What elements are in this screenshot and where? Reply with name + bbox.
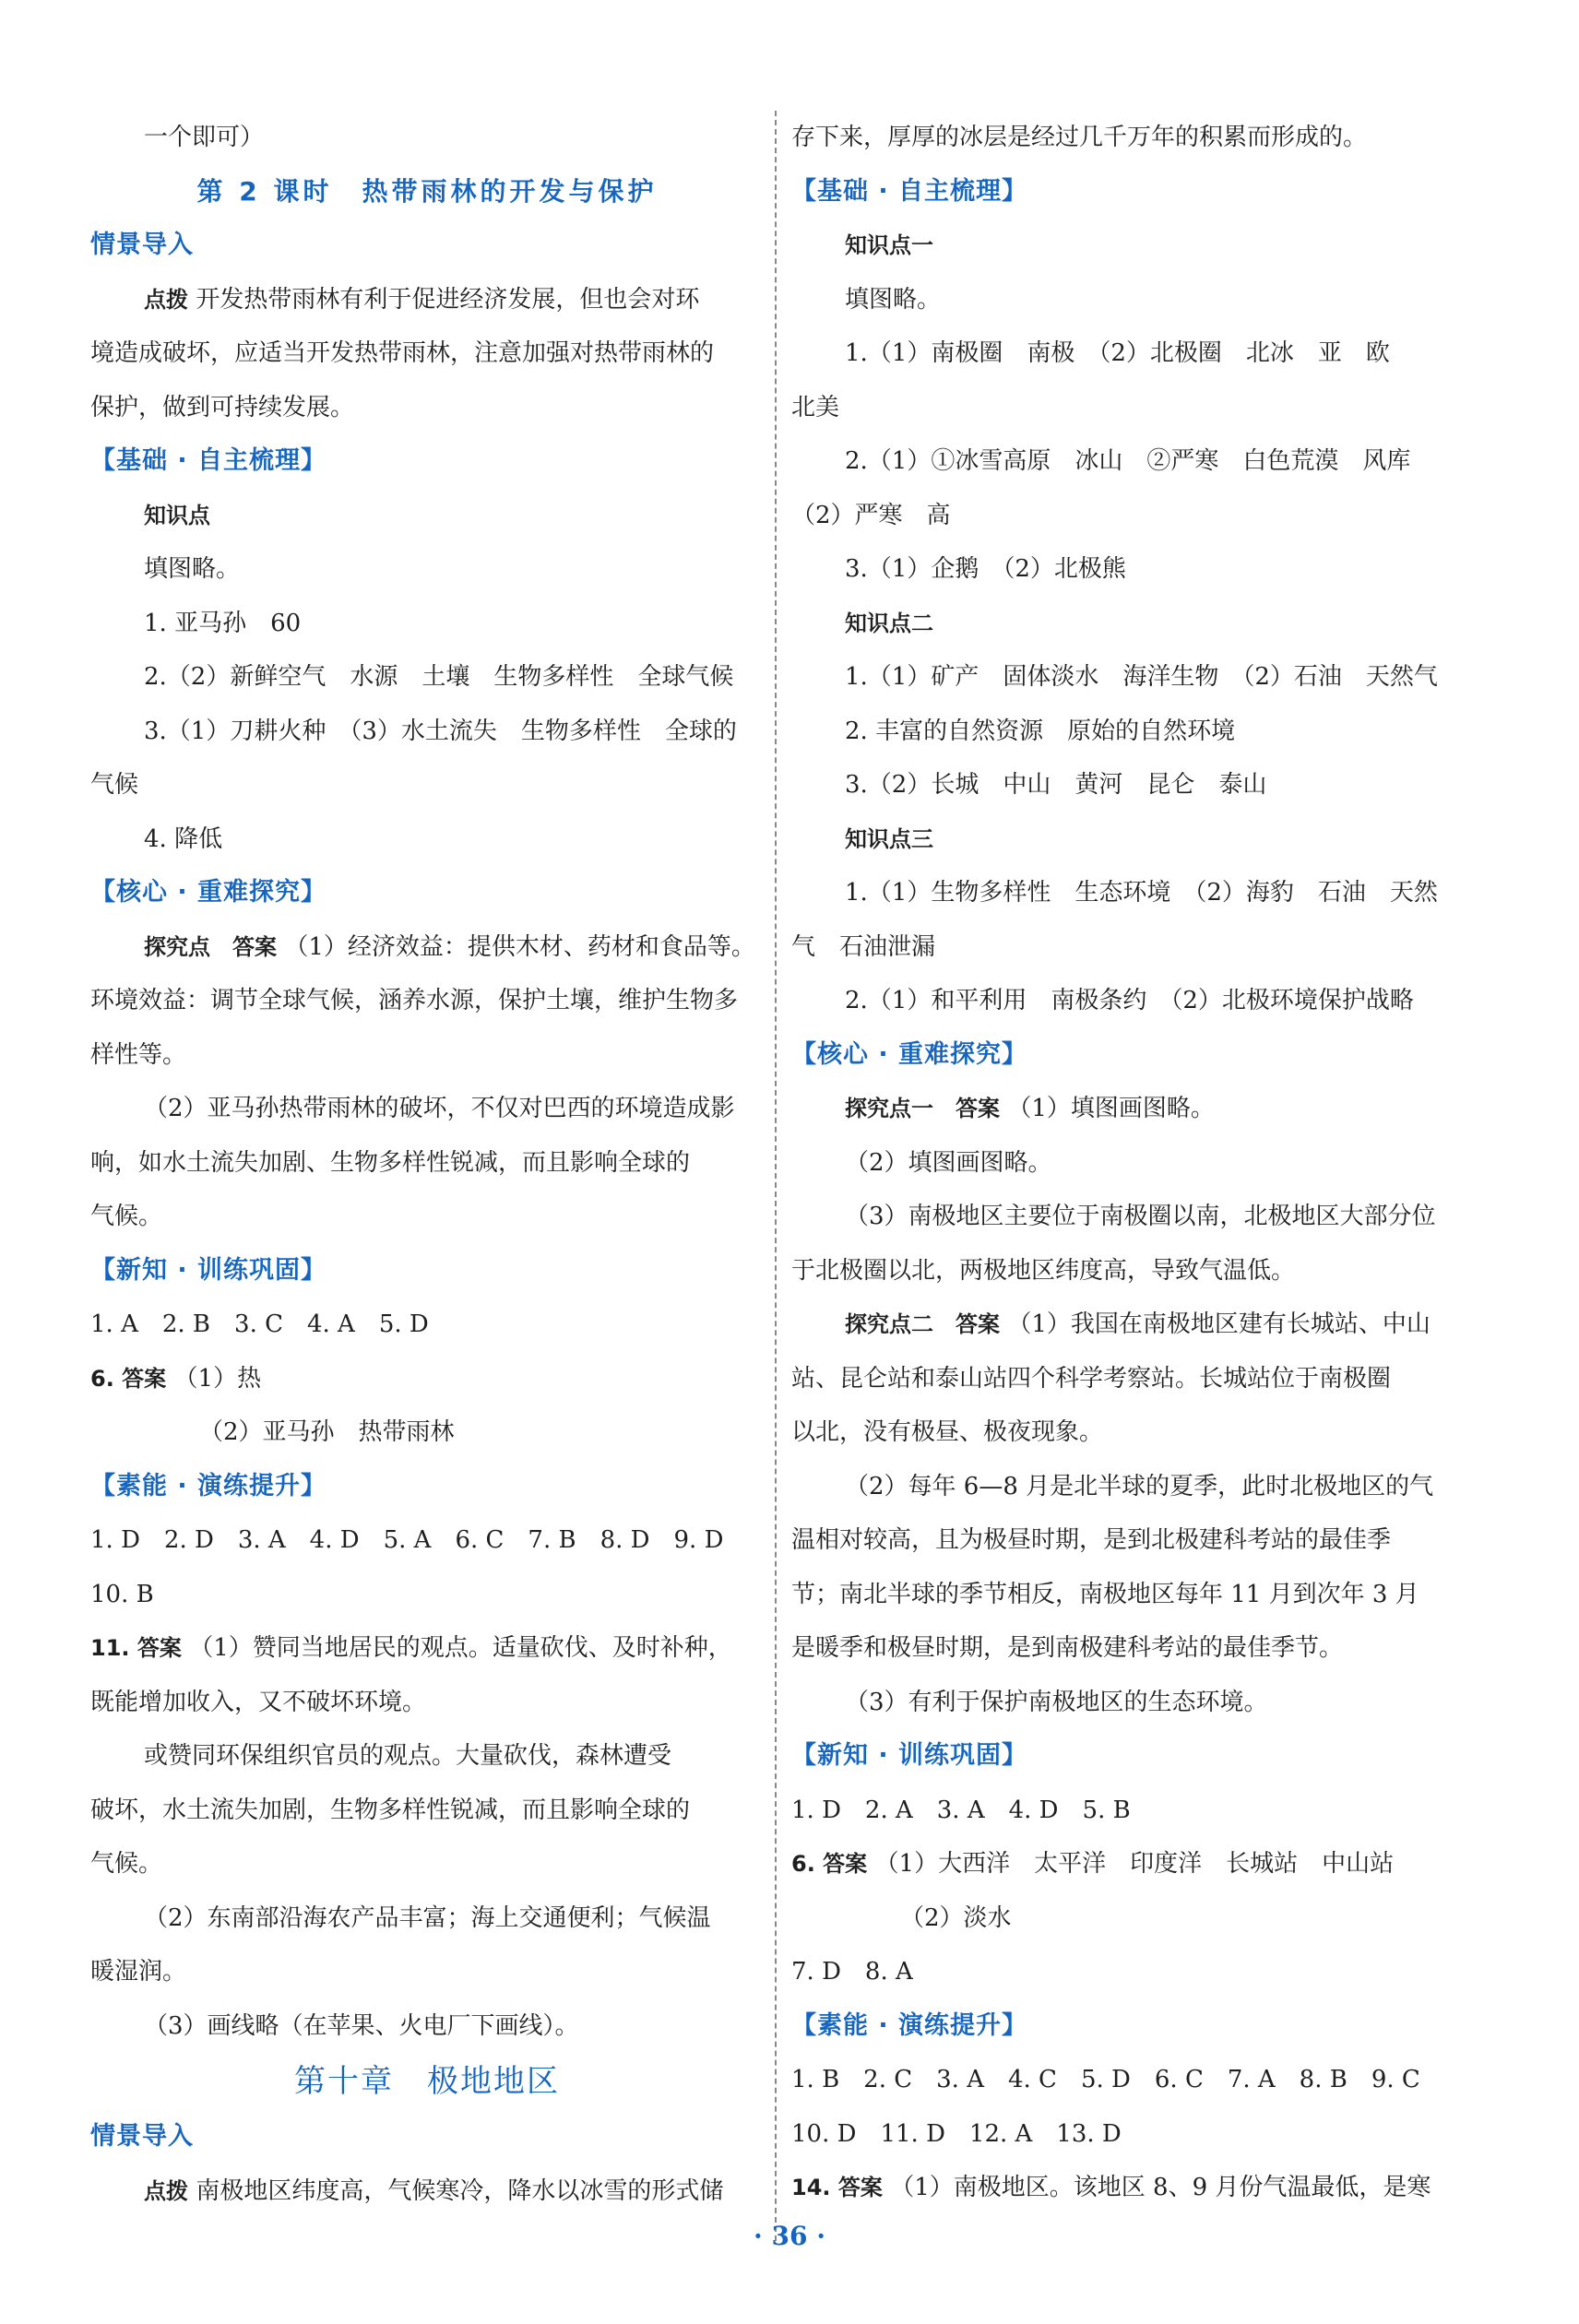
text-line (791, 1244, 1465, 1298)
line-text: 2.（1）和平利用 南极条约 （2）北极环境保护战略 (845, 987, 1414, 1014)
line-text: 1. D 2. A 3. A 4. D 5. B (791, 1796, 1131, 1824)
text-line (90, 1891, 764, 1946)
line-text: 破坏，水土流失加剧，生物多样性锐减，而且影响全球的 (90, 1796, 691, 1824)
text-line (791, 1460, 1465, 1514)
text-line (791, 1676, 1465, 1730)
line-text: 3.（1）企鹅 （2）北极熊 (845, 555, 1126, 583)
line-text: 【基础 · 自主梳理】 (90, 446, 327, 475)
line-text: 2.（1）①冰雪高原 冰山 ②严寒 白色荒漠 风库 (845, 447, 1411, 475)
text-line (791, 758, 1465, 812)
text-line (90, 1405, 764, 1460)
line-text: （1）经济效益：提供木材、药材和食品等。 (284, 932, 755, 961)
section-heading (791, 165, 1465, 219)
section-heading (90, 1244, 764, 1298)
text-line (791, 489, 1465, 543)
text-line (90, 1676, 764, 1730)
section-heading (791, 1999, 1465, 2054)
line-text: 响，如水土流失加剧、生物多样性锐减，而且影响全球的 (90, 1148, 691, 1177)
answer-marker: 14. 答案 (791, 2175, 891, 2200)
text-line (791, 1945, 1465, 1999)
text-line (90, 1784, 764, 1838)
line-text: 1.（1）南极圈 南极 （2）北极圈 北冰 亚 欧 (845, 339, 1390, 367)
text-line (791, 1513, 1465, 1568)
knowledge-point-label (90, 489, 764, 543)
line-text: 1. B 2. C 3. A 4. C 5. D 6. C 7. A 8. B 9. C (791, 2066, 1420, 2093)
line-text: （2）填图画图略。 (845, 1148, 1052, 1177)
section-heading (90, 866, 764, 920)
line-text: 知识点 (144, 502, 210, 528)
line-text: （2）淡水 (900, 1903, 1012, 1932)
text-line (791, 1352, 1465, 1406)
text-line (90, 1028, 764, 1083)
text-line (791, 2161, 1465, 2215)
text-line (791, 1621, 1465, 1676)
section-heading (90, 219, 764, 273)
line-text: 1. D 2. D 3. A 4. D 5. A 6. C 7. B 8. D 9. D (90, 1526, 724, 1554)
text-line (90, 650, 764, 705)
text-line (90, 1568, 764, 1622)
line-text: 站、昆仑站和泰山站四个科学考察站。长城站位于南极圈 (791, 1364, 1392, 1393)
text-line (90, 326, 764, 381)
text-line (90, 1136, 764, 1191)
line-text: 第 2 课时 热带雨林的开发与保护 (196, 175, 658, 207)
text-line (90, 758, 764, 812)
text-line (791, 650, 1465, 705)
text-line (791, 381, 1465, 435)
line-text: 【核心 · 重难探究】 (791, 1039, 1028, 1069)
line-text: 【素能 · 演练提升】 (791, 2010, 1028, 2040)
line-text: 南极地区纬度高，气候寒冷，降水以冰雪的形式储 (196, 2176, 724, 2205)
line-text: （2）亚马孙热带雨林的破坏，不仅对巴西的环境造成影 (144, 1095, 735, 1122)
chapter-title (90, 2053, 764, 2110)
line-text: 境造成破坏，应适当开发热带雨林，注意加强对热带雨林的 (90, 339, 715, 367)
text-line (791, 920, 1465, 975)
text-line (90, 705, 764, 759)
line-text: 以北，没有极昼、极夜现象。 (791, 1418, 1104, 1446)
line-text: （2）每年 6—8 月是北半球的夏季，此时北极地区的气 (845, 1472, 1434, 1500)
line-text: 3.（2）长城 中山 黄河 昆仑 泰山 (845, 771, 1267, 799)
line-text: （1）大西洋 太平洋 印度洋 长城站 中山站 (874, 1850, 1395, 1878)
line-text: 气候。 (90, 1203, 163, 1230)
line-text: 知识点三 (845, 825, 933, 852)
text-line (90, 1190, 764, 1244)
text-line (791, 1298, 1465, 1352)
knowledge-point-label (791, 597, 1465, 651)
text-line (791, 1891, 1465, 1946)
text-line (791, 705, 1465, 759)
line-text: 【核心 · 重难探究】 (90, 878, 327, 907)
text-line (90, 273, 764, 327)
line-text: 或赞同环保组织官员的观点。大量砍伐，森林遭受 (144, 1742, 672, 1770)
line-text: 温相对较高，且为极昼时期，是到北极建科考站的最佳季 (791, 1526, 1392, 1554)
left-column (90, 111, 764, 2218)
text-line (90, 542, 764, 597)
right-column (791, 111, 1465, 2215)
line-text: 【新知 · 训练巩固】 (90, 1255, 327, 1285)
line-text: 既能增加收入，又不破坏环境。 (90, 1688, 427, 1716)
line-text: （3）画线略（在苹果、火电厂下画线）。 (144, 2011, 579, 2040)
line-text: 于北极圈以北，两极地区纬度高，导致气温低。 (791, 1256, 1296, 1285)
line-text: 保护，做到可持续发展。 (90, 393, 355, 421)
text-line (90, 1513, 764, 1568)
text-line (90, 974, 764, 1028)
text-line (90, 597, 764, 651)
text-line (90, 2164, 764, 2219)
section-heading (791, 1729, 1465, 1784)
line-text: （1）填图画图略。 (1007, 1095, 1215, 1122)
text-line (90, 1945, 764, 1999)
line-text: 填图略。 (144, 555, 241, 583)
text-line (90, 1082, 764, 1136)
text-line (791, 273, 1465, 327)
line-text: 情景导入 (90, 2122, 194, 2151)
line-text: 10. B (90, 1580, 154, 1608)
text-line (791, 866, 1465, 920)
text-line (791, 2107, 1465, 2162)
knowledge-point-label (791, 812, 1465, 867)
text-line (791, 1082, 1465, 1136)
section-heading (90, 2110, 764, 2164)
line-text: 开发热带雨林有利于促进经济发展，但也会对环 (196, 285, 700, 314)
text-line (90, 920, 764, 975)
line-text: 1.（1）矿产 固体淡水 海洋生物 （2）石油 天然气 (845, 663, 1438, 691)
knowledge-point-label (791, 219, 1465, 273)
line-text: 环境效益：调节全球气候，涵养水源，保护土壤，维护生物多 (90, 987, 739, 1014)
line-text: 【新知 · 训练巩固】 (791, 1741, 1028, 1770)
line-text: 7. D 8. A (791, 1958, 913, 1986)
text-line (791, 1405, 1465, 1460)
line-text: 1. A 2. B 3. C 4. A 5. D (90, 1310, 429, 1338)
text-line (90, 812, 764, 867)
line-text: 是暖季和极昼时期，是到南极建科考站的最佳季节。 (791, 1634, 1344, 1662)
section-heading (90, 434, 764, 489)
text-line (791, 1568, 1465, 1622)
text-line (791, 2053, 1465, 2107)
answer-marker: 探究点一 答案 (845, 1096, 1008, 1121)
line-text: 4. 降低 (144, 824, 223, 853)
line-text: 气 石油泄漏 (791, 932, 936, 961)
line-text: 情景导入 (90, 231, 194, 259)
answer-marker: 点拨 (144, 2177, 196, 2204)
text-line (90, 1999, 764, 2054)
text-line (791, 1837, 1465, 1891)
line-text: 【素能 · 演练提升】 (90, 1471, 327, 1500)
line-text: （2）东南部沿海农产品丰富；海上交通便利；气候温 (144, 1903, 711, 1932)
answer-marker: 探究点二 答案 (845, 1311, 1008, 1337)
line-text: （1）南极地区。该地区 8、9 月份气温最低，是寒 (890, 2174, 1431, 2201)
page-number: · 36 · (754, 2221, 825, 2251)
text-line (90, 1298, 764, 1352)
line-text: 知识点二 (845, 610, 933, 636)
section-heading (791, 1028, 1465, 1083)
answer-marker: 点拨 (144, 286, 196, 313)
answer-marker: 探究点 答案 (144, 933, 285, 960)
line-text: 【基础 · 自主梳理】 (791, 176, 1028, 206)
answer-marker: 6. 答案 (90, 1365, 174, 1392)
line-text: 气候 (90, 771, 139, 799)
column-divider (775, 111, 777, 2241)
text-line (791, 434, 1465, 489)
text-line (791, 1190, 1465, 1244)
line-text: （1）赞同当地居民的观点。适量砍伐、及时补种， (189, 1634, 732, 1662)
line-text: （1）热 (173, 1364, 262, 1393)
line-text: 1. 亚马孙 60 (144, 609, 302, 637)
line-text: 气候。 (90, 1850, 163, 1878)
text-line (791, 1136, 1465, 1191)
line-text: 暖湿润。 (90, 1958, 187, 1986)
line-text: （3）南极地区主要位于南极圈以南，北极地区大部分位 (845, 1203, 1436, 1230)
line-text: 3.（1）刀耕火种 （3）水土流失 生物多样性 全球的 (144, 717, 737, 745)
answer-marker: 6. 答案 (791, 1851, 875, 1877)
answer-marker: 11. 答案 (90, 1635, 190, 1661)
line-text: 存下来，厚厚的冰层是经过几千万年的积累而形成的。 (791, 124, 1368, 151)
line-text: 填图略。 (845, 285, 942, 314)
text-line (90, 381, 764, 435)
line-text: 1.（1）生物多样性 生态环境 （2）海豹 石油 天然 (845, 879, 1438, 907)
section-heading (90, 1460, 764, 1514)
text-line (90, 1352, 764, 1406)
line-text: 北美 (791, 393, 840, 421)
line-text: 第十章 极地地区 (294, 2063, 560, 2100)
line-text: （2）严寒 高 (791, 501, 951, 529)
line-text: 10. D 11. D 12. A 13. D (791, 2119, 1122, 2148)
text-line (90, 1621, 764, 1676)
line-text: 一个即可） (144, 124, 265, 151)
text-line (791, 542, 1465, 597)
line-text: 节；南北半球的季节相反，南极地区每年 11 月到次年 3 月 (791, 1580, 1419, 1608)
text-line (791, 974, 1465, 1028)
text-line (90, 1837, 764, 1891)
text-line (90, 111, 764, 165)
line-text: 知识点一 (845, 232, 933, 258)
line-text: （2）亚马孙 热带雨林 (199, 1418, 455, 1446)
line-text: 样性等。 (90, 1040, 187, 1069)
line-text: 2. 丰富的自然资源 原始的自然环境 (845, 717, 1236, 745)
line-text: （3）有利于保护南极地区的生态环境。 (845, 1688, 1268, 1716)
lesson-title (90, 165, 764, 219)
text-line (791, 111, 1465, 165)
text-line (90, 1729, 764, 1784)
line-text: 2.（2）新鲜空气 水源 土壤 生物多样性 全球气候 (144, 663, 734, 691)
text-line (791, 1784, 1465, 1838)
text-line (791, 326, 1465, 381)
line-text: （1）我国在南极地区建有长城站、中山 (1007, 1310, 1431, 1338)
